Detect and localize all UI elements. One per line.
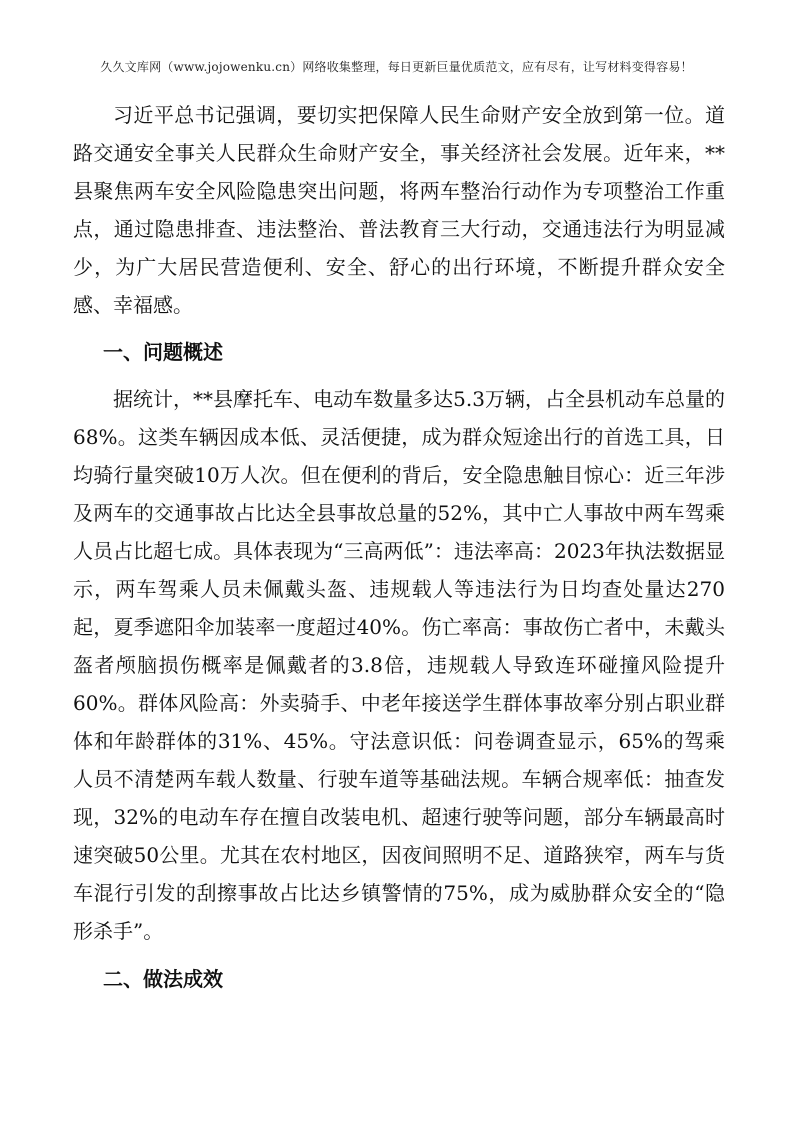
page-header: 久久文库网（www.jojowenku.cn）网络收集整理，每日更新巨量优质范文，应有尽有，让写材料变得容易！ — [100, 60, 693, 74]
problem-overview-paragraph: 据统计，**县摩托车、电动车数量多达5.3万辆，占全县机动车总量的68%。这类车辆因成本低、灵活便捷，成为群众短途出行的首选工具，日均骑行量突破10万人次。但在便利的背后，安全隐患触目惊心：近三年涉及两车的交通事故占比达全县事故总量的52%，其中亡人事故中两车驾乘人员占比超七成。具体表现为“三高两低”：违法率高：2023年执法数据显示，两车驾乘人员未佩戴头盔、违规载人等违法行为日均查处量达270起，夏季遮阳伞加装率一度超过40%。伤亡率高：事故伤亡者中，未戴头盔者颅脑损伤概率是佩戴者的3.8倍，违规载人导致连环碰撞风险提升60%。群体风险高：外卖骑手、中老年接送学生群体事故率分别占职业群体和年龄群体的31%、45%。守法意识低：问卷调查显示，65%的驾乘人员不清楚两车载人数量、行驶车道等基础法规。车辆合规率低：抽查发现，32%的电动车存在擅自改装电机、超速行驶等问题，部分车辆最高时速突破50公里。尤其在农村地区，因夜间照明不足、道路狭窄，两车与货车混行引发的刮擦事故占比达乡镇警情的75%，成为威胁群众安全的“隐形杀手”。 — [73, 387, 725, 943]
document-body — [73, 96, 725, 1007]
section-heading-problem-overview: 一、问题概述 — [103, 340, 223, 364]
section-heading-measures-results: 二、做法成效 — [103, 967, 223, 991]
intro-paragraph: 习近平总书记强调，要切实把保障人民生命财产安全放到第一位。道路交通安全事关人民群众生命财产安全，事关经济社会发展。近年来，**县聚焦两车安全风险隐患突出问题，将两车整治行动作为专项整治工作重点，通过隐患排查、违法整治、普法教育三大行动，交通违法行为明显减少，为广大居民营造便利、安全、舒心的出行环境，不断提升群众安全感、幸福感。 — [73, 103, 725, 317]
